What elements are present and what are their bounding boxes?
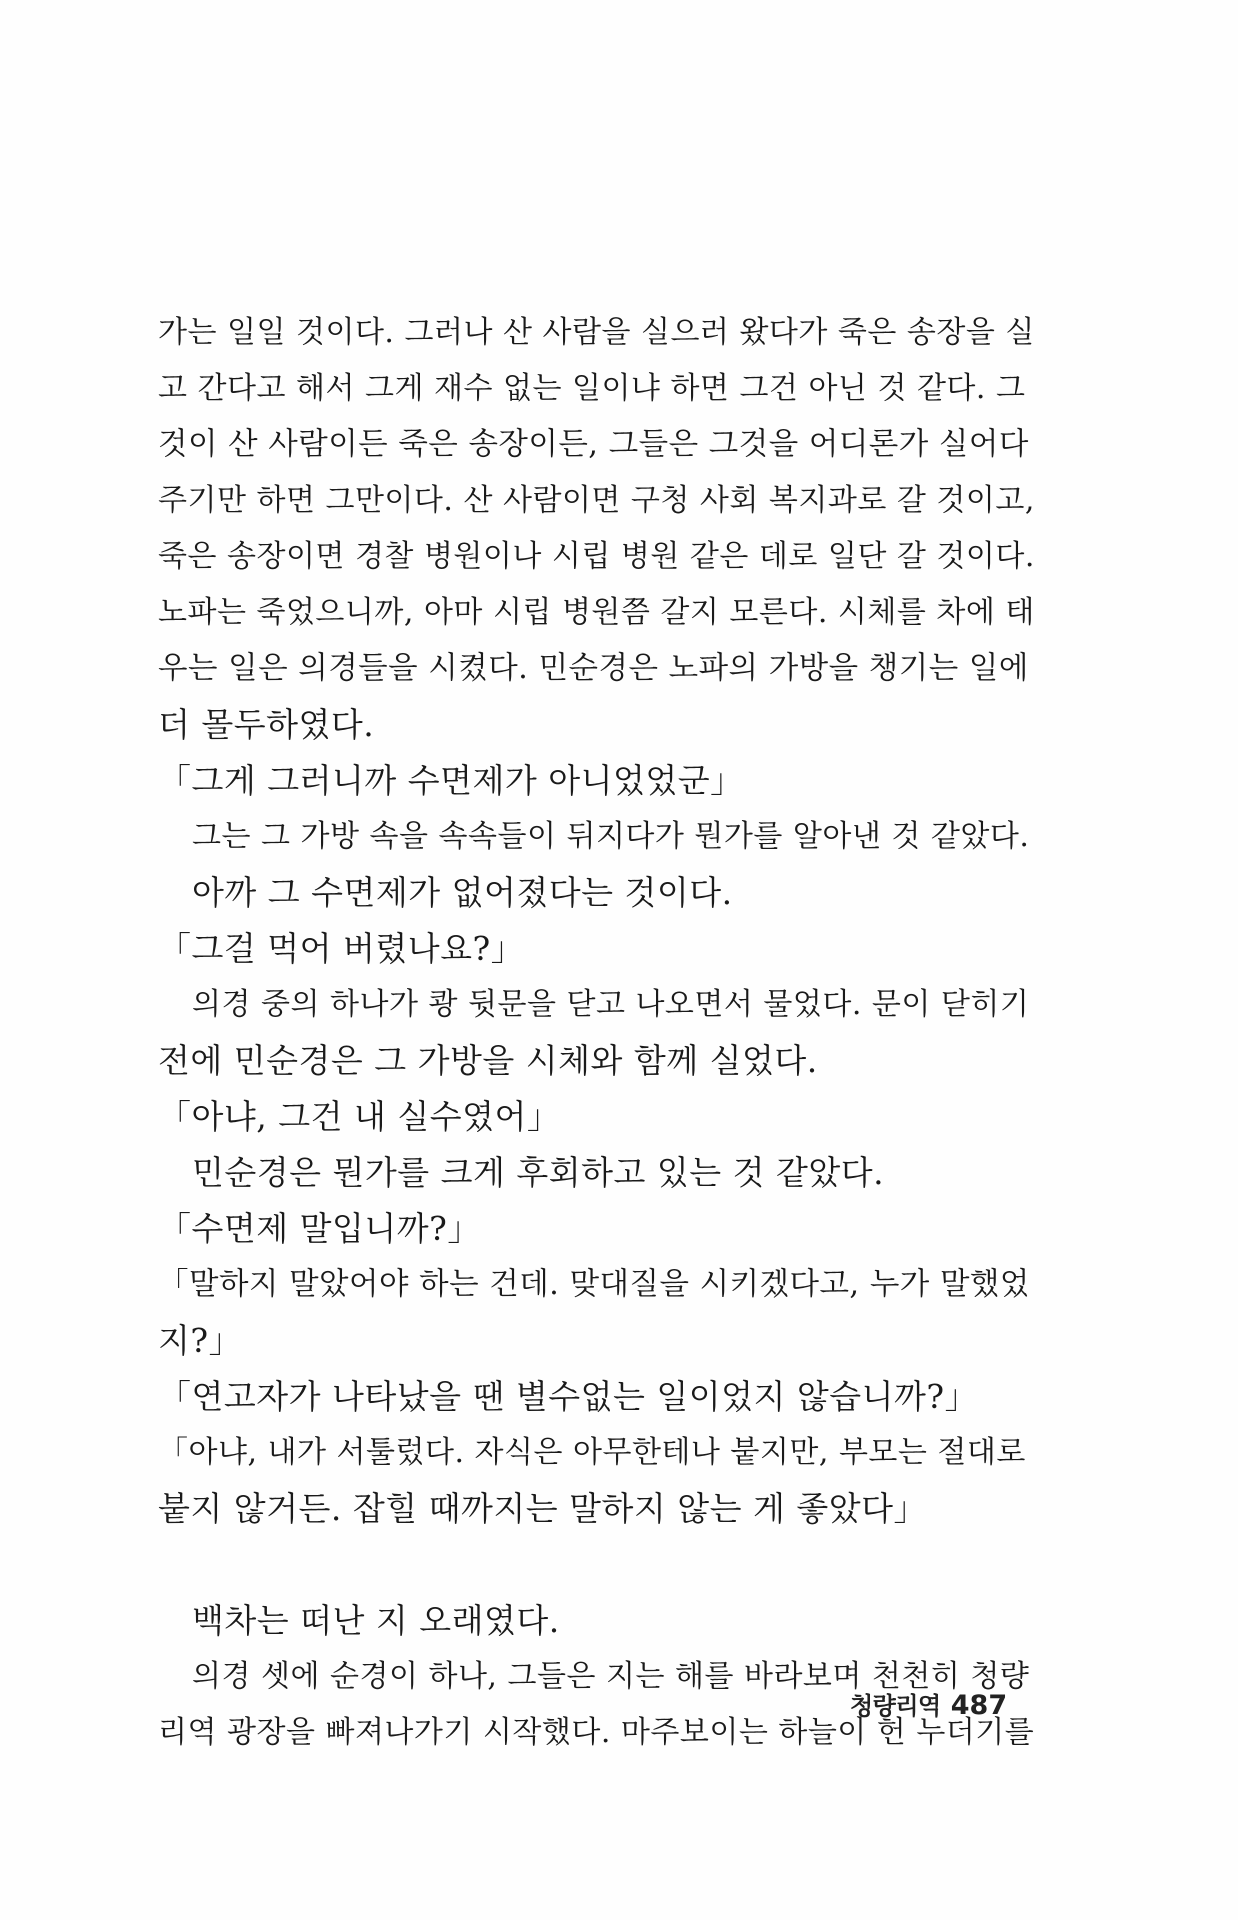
text-line: 그는 그 가방 속을 속속들이 뒤지다가 뭔가를 알아낸 것 같았다. [192, 819, 1030, 854]
text-line: 주기만 하면 그만이다. 산 사람이면 구청 사회 복지과로 갈 것이고, [158, 483, 1035, 518]
text-line: 전에 민순경은 그 가방을 시체와 함께 실었다. [158, 1041, 818, 1080]
dialogue-line: 「아냐, 내가 서툴렀다. 자식은 아무한테나 붙지만, 부모는 절대로 [158, 1435, 1026, 1470]
dialogue-line: 「그게 그러니까 수면제가 아니었었군」 [158, 761, 744, 800]
text-line: 노파는 죽었으니까, 아마 시립 병원쯤 갈지 모른다. 시체를 차에 태 [158, 595, 1035, 630]
text-line: 아까 그 수면제가 없어졌다는 것이다. [192, 873, 733, 912]
text-line: 고 간다고 해서 그게 재수 없는 일이냐 하면 그건 아닌 것 같다. 그 [158, 371, 1026, 406]
dialogue-line: 지?」 [158, 1321, 243, 1360]
dialogue-line: 「그걸 먹어 버렸나요?」 [158, 929, 525, 968]
text-line: 의경 중의 하나가 쾅 뒷문을 닫고 나오면서 물었다. 문이 닫히기 [192, 987, 1030, 1022]
dialogue-line: 「연고자가 나타났을 땐 별수없는 일이었지 않습니까?」 [158, 1377, 979, 1416]
dialogue-line: 「아냐, 그건 내 실수였어」 [158, 1097, 561, 1136]
text-line: 의경 셋에 순경이 하나, 그들은 지는 해를 바라보며 천천히 청량 [192, 1659, 1030, 1694]
text-line: 민순경은 뭔가를 크게 후회하고 있는 것 같았다. [192, 1153, 885, 1192]
text-line: 가는 일일 것이다. 그러나 산 사람을 실으러 왔다가 죽은 송장을 실 [158, 315, 1035, 350]
text-line: 리역 광장을 빠져나가기 시작했다. 마주보이는 하늘이 헌 누더기를 [158, 1715, 1035, 1750]
text-line: 더 몰두하였다. [158, 705, 375, 744]
text-line: 죽은 송장이면 경찰 병원이나 시립 병원 같은 데로 일단 갈 것이다. [158, 539, 1035, 574]
dialogue-line: 붙지 않거든. 잡힐 때까지는 말하지 않는 게 좋았다」 [158, 1489, 927, 1528]
text-line: 우는 일은 의경들을 시켰다. 민순경은 노파의 가방을 챙기는 일에 [158, 651, 1029, 686]
dialogue-line: 「말하지 말았어야 하는 건데. 맞대질을 시키겠다고, 누가 말했었 [158, 1267, 1030, 1302]
text-line: 백차는 떠난 지 오래였다. [192, 1601, 560, 1640]
running-title: 청량리역 [850, 1692, 941, 1720]
text-line: 것이 산 사람이든 죽은 송장이든, 그들은 그것을 어디론가 실어다 [158, 427, 1029, 462]
paragraph-break [158, 1537, 1038, 1593]
page-footer [850, 1686, 1007, 1721]
body-text [158, 305, 1038, 1761]
dialogue-line: 「수면제 말입니까?」 [158, 1209, 481, 1248]
page-number: 487 [950, 1690, 1008, 1721]
